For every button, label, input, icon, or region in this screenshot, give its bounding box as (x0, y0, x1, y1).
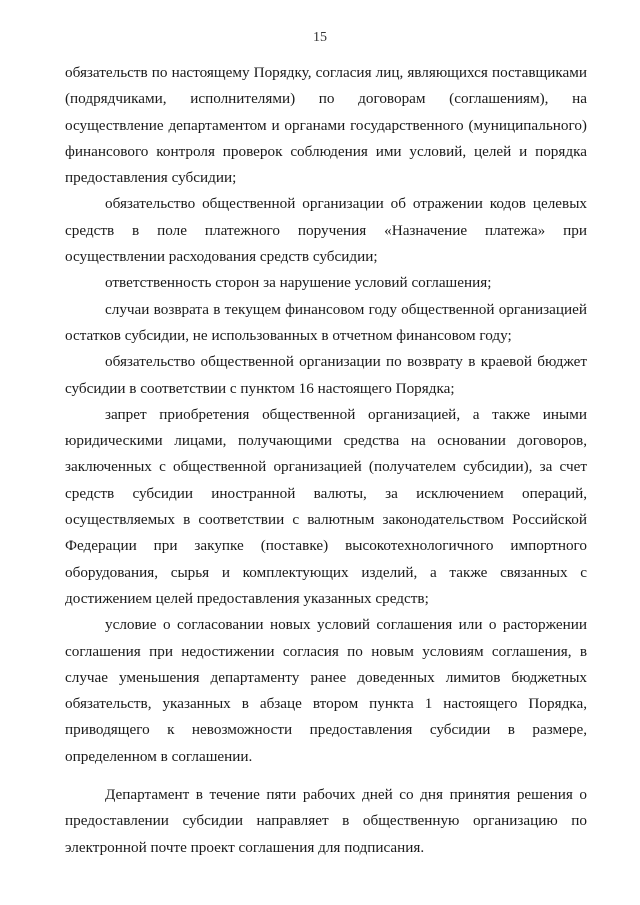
document-body (65, 60, 587, 861)
paragraph-target-codes: обязательство общественной организации об отражении кодов целевых средств в поле платежного поручения «Назначение платежа» при осуществлении расходования средств субсидии; (65, 195, 587, 266)
paragraph-agreement-change: условие о согласовании новых условий соглашения или о расторжении соглашения при недостижении согласия по новым условиям соглашения, в случае уменьшения департаменту ранее доведенных лимитов бюджетных обязательств, указанных в абзаце втором пункта 1 настоящего Порядка, приводящего к невозможности предоставления субсидии в размере, определенном в соглашении. (65, 616, 587, 765)
page-number: 15 (313, 30, 327, 45)
paragraph-responsibility: ответственность сторон за нарушение условий соглашения; (105, 274, 492, 292)
paragraph-return-cases: случаи возврата в текущем финансовом году общественной организацией остатков субсидии, не использованных в отчетном финансовом году; (65, 300, 587, 344)
paragraph-continuation: обязательств по настоящему Порядку, согласия лиц, являющихся поставщиками (подрядчиками, исполнителями) по договорам (соглашениям), на осуществление департаментом и органами государственного (муниципального) финансового контроля проверок соблюдения ими условий, целей и порядка предоставления субсидии; (65, 64, 587, 187)
paragraph-department-sends: Департамент в течение пяти рабочих дней со дня принятия решения о предоставлении субсидии направляет в общественную организацию по электронной почте проект соглашения для подписания. (65, 786, 587, 856)
paragraph-currency-ban: запрет приобретения общественной организацией, а также иными юридическими лицами, получающими средства на основании договоров, заключенных с общественной организацией (получателем субсидии), за счет средств субсидии иностранной валюты, за исключением операций, осуществляемых в соответствии с валютным законодательством Российской Федерации при закупке (поставке) высокотехнологичного импортного оборудования, сырья и комплектующих изделий, а также связанных с достижением целей предоставления указанных средств; (65, 405, 587, 607)
paragraph-return-obligation: обязательство общественной организации по возврату в краевой бюджет субсидии в соответствии с пунктом 16 настоящего Порядка; (65, 353, 587, 397)
